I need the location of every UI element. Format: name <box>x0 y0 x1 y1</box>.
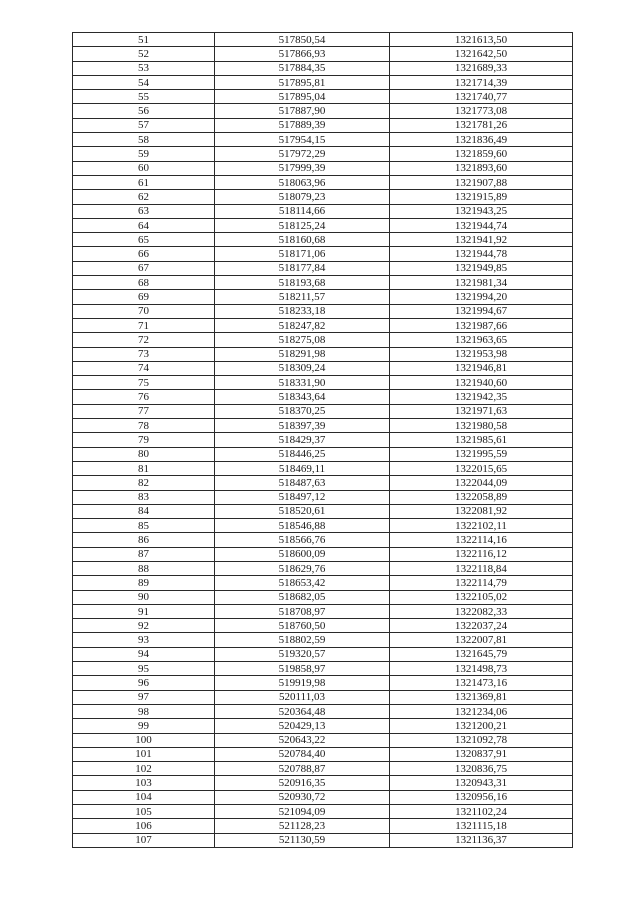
y-coordinate-cell: 1321971,63 <box>390 404 573 418</box>
x-coordinate-cell: 518600,09 <box>215 547 390 561</box>
y-coordinate-cell: 1322037,24 <box>390 619 573 633</box>
x-coordinate-cell: 518802,59 <box>215 633 390 647</box>
point-number-cell: 91 <box>73 604 215 618</box>
y-coordinate-cell: 1322007,81 <box>390 633 573 647</box>
x-coordinate-cell: 518446,25 <box>215 447 390 461</box>
x-coordinate-cell: 519858,97 <box>215 662 390 676</box>
point-number-cell: 98 <box>73 704 215 718</box>
point-number-cell: 75 <box>73 376 215 390</box>
y-coordinate-cell: 1321994,67 <box>390 304 573 318</box>
x-coordinate-cell: 518309,24 <box>215 361 390 375</box>
point-number-cell: 74 <box>73 361 215 375</box>
x-coordinate-cell: 517850,54 <box>215 33 390 47</box>
table-row <box>73 790 573 804</box>
point-number-cell: 51 <box>73 33 215 47</box>
table-row <box>73 261 573 275</box>
y-coordinate-cell: 1322102,11 <box>390 519 573 533</box>
x-coordinate-cell: 518171,06 <box>215 247 390 261</box>
table-row <box>73 776 573 790</box>
point-number-cell: 100 <box>73 733 215 747</box>
x-coordinate-cell: 520916,35 <box>215 776 390 790</box>
y-coordinate-cell: 1321714,39 <box>390 75 573 89</box>
x-coordinate-cell: 518275,08 <box>215 333 390 347</box>
y-coordinate-cell: 1321781,26 <box>390 118 573 132</box>
point-number-cell: 54 <box>73 75 215 89</box>
x-coordinate-cell: 518291,98 <box>215 347 390 361</box>
table-row <box>73 61 573 75</box>
x-coordinate-cell: 520364,48 <box>215 704 390 718</box>
table-row <box>73 247 573 261</box>
y-coordinate-cell: 1321613,50 <box>390 33 573 47</box>
y-coordinate-cell: 1321369,81 <box>390 690 573 704</box>
y-coordinate-cell: 1321987,66 <box>390 318 573 332</box>
y-coordinate-cell: 1321645,79 <box>390 647 573 661</box>
x-coordinate-cell: 517895,81 <box>215 75 390 89</box>
point-number-cell: 64 <box>73 218 215 232</box>
point-number-cell: 105 <box>73 805 215 819</box>
point-number-cell: 60 <box>73 161 215 175</box>
table-row <box>73 547 573 561</box>
x-coordinate-cell: 518160,68 <box>215 233 390 247</box>
table-row <box>73 733 573 747</box>
y-coordinate-cell: 1321893,60 <box>390 161 573 175</box>
table-row <box>73 504 573 518</box>
table-row <box>73 662 573 676</box>
x-coordinate-cell: 518429,37 <box>215 433 390 447</box>
table-row <box>73 604 573 618</box>
x-coordinate-cell: 517884,35 <box>215 61 390 75</box>
table-row <box>73 747 573 761</box>
x-coordinate-cell: 518566,76 <box>215 533 390 547</box>
table-row <box>73 447 573 461</box>
point-number-cell: 69 <box>73 290 215 304</box>
point-number-cell: 66 <box>73 247 215 261</box>
x-coordinate-cell: 518193,68 <box>215 276 390 290</box>
table-row <box>73 833 573 847</box>
y-coordinate-cell: 1320836,75 <box>390 762 573 776</box>
y-coordinate-cell: 1321136,37 <box>390 833 573 847</box>
x-coordinate-cell: 518370,25 <box>215 404 390 418</box>
table-row <box>73 619 573 633</box>
x-coordinate-cell: 518629,76 <box>215 561 390 575</box>
table-row <box>73 676 573 690</box>
x-coordinate-cell: 517895,04 <box>215 90 390 104</box>
y-coordinate-cell: 1321836,49 <box>390 133 573 147</box>
x-coordinate-cell: 517889,39 <box>215 118 390 132</box>
x-coordinate-cell: 518063,96 <box>215 175 390 189</box>
y-coordinate-cell: 1321980,58 <box>390 419 573 433</box>
point-number-cell: 97 <box>73 690 215 704</box>
point-number-cell: 62 <box>73 190 215 204</box>
table-row <box>73 419 573 433</box>
y-coordinate-cell: 1321102,24 <box>390 805 573 819</box>
point-number-cell: 94 <box>73 647 215 661</box>
point-number-cell: 81 <box>73 461 215 475</box>
table-row <box>73 175 573 189</box>
point-number-cell: 70 <box>73 304 215 318</box>
x-coordinate-cell: 518682,05 <box>215 590 390 604</box>
point-number-cell: 102 <box>73 762 215 776</box>
table-row <box>73 75 573 89</box>
point-number-cell: 84 <box>73 504 215 518</box>
table-row <box>73 433 573 447</box>
y-coordinate-cell: 1322044,09 <box>390 476 573 490</box>
x-coordinate-cell: 518331,90 <box>215 376 390 390</box>
table-row <box>73 576 573 590</box>
table-row <box>73 318 573 332</box>
y-coordinate-cell: 1321234,06 <box>390 704 573 718</box>
y-coordinate-cell: 1322082,33 <box>390 604 573 618</box>
y-coordinate-cell: 1320956,16 <box>390 790 573 804</box>
table-row <box>73 805 573 819</box>
point-number-cell: 95 <box>73 662 215 676</box>
y-coordinate-cell: 1321941,92 <box>390 233 573 247</box>
coordinates-table-body <box>73 33 573 848</box>
x-coordinate-cell: 521130,59 <box>215 833 390 847</box>
x-coordinate-cell: 520429,13 <box>215 719 390 733</box>
point-number-cell: 78 <box>73 419 215 433</box>
coordinates-table <box>72 32 573 848</box>
y-coordinate-cell: 1321953,98 <box>390 347 573 361</box>
table-row <box>73 118 573 132</box>
y-coordinate-cell: 1321740,77 <box>390 90 573 104</box>
x-coordinate-cell: 520788,87 <box>215 762 390 776</box>
point-number-cell: 58 <box>73 133 215 147</box>
table-row <box>73 204 573 218</box>
x-coordinate-cell: 521094,09 <box>215 805 390 819</box>
point-number-cell: 103 <box>73 776 215 790</box>
y-coordinate-cell: 1321473,16 <box>390 676 573 690</box>
table-row <box>73 404 573 418</box>
y-coordinate-cell: 1321092,78 <box>390 733 573 747</box>
y-coordinate-cell: 1322015,65 <box>390 461 573 475</box>
table-row <box>73 361 573 375</box>
x-coordinate-cell: 518760,50 <box>215 619 390 633</box>
point-number-cell: 80 <box>73 447 215 461</box>
point-number-cell: 85 <box>73 519 215 533</box>
point-number-cell: 87 <box>73 547 215 561</box>
table-row <box>73 233 573 247</box>
point-number-cell: 77 <box>73 404 215 418</box>
x-coordinate-cell: 520643,22 <box>215 733 390 747</box>
table-row <box>73 704 573 718</box>
y-coordinate-cell: 1321994,20 <box>390 290 573 304</box>
table-row <box>73 333 573 347</box>
table-row <box>73 190 573 204</box>
y-coordinate-cell: 1321915,89 <box>390 190 573 204</box>
point-number-cell: 57 <box>73 118 215 132</box>
point-number-cell: 61 <box>73 175 215 189</box>
y-coordinate-cell: 1321773,08 <box>390 104 573 118</box>
point-number-cell: 72 <box>73 333 215 347</box>
x-coordinate-cell: 518114,66 <box>215 204 390 218</box>
x-coordinate-cell: 520784,40 <box>215 747 390 761</box>
x-coordinate-cell: 517866,93 <box>215 47 390 61</box>
point-number-cell: 104 <box>73 790 215 804</box>
x-coordinate-cell: 518487,63 <box>215 476 390 490</box>
y-coordinate-cell: 1321985,61 <box>390 433 573 447</box>
table-row <box>73 819 573 833</box>
x-coordinate-cell: 519320,57 <box>215 647 390 661</box>
y-coordinate-cell: 1321940,60 <box>390 376 573 390</box>
point-number-cell: 88 <box>73 561 215 575</box>
table-row <box>73 47 573 61</box>
table-row <box>73 461 573 475</box>
y-coordinate-cell: 1321689,33 <box>390 61 573 75</box>
x-coordinate-cell: 518247,82 <box>215 318 390 332</box>
y-coordinate-cell: 1322081,92 <box>390 504 573 518</box>
point-number-cell: 59 <box>73 147 215 161</box>
table-row <box>73 276 573 290</box>
x-coordinate-cell: 518708,97 <box>215 604 390 618</box>
table-row <box>73 476 573 490</box>
table-row <box>73 290 573 304</box>
y-coordinate-cell: 1321907,88 <box>390 175 573 189</box>
y-coordinate-cell: 1321942,35 <box>390 390 573 404</box>
point-number-cell: 76 <box>73 390 215 404</box>
point-number-cell: 90 <box>73 590 215 604</box>
y-coordinate-cell: 1321943,25 <box>390 204 573 218</box>
x-coordinate-cell: 520111,03 <box>215 690 390 704</box>
x-coordinate-cell: 518469,11 <box>215 461 390 475</box>
x-coordinate-cell: 518177,84 <box>215 261 390 275</box>
y-coordinate-cell: 1322114,16 <box>390 533 573 547</box>
table-row <box>73 690 573 704</box>
x-coordinate-cell: 518497,12 <box>215 490 390 504</box>
table-row <box>73 147 573 161</box>
table-row <box>73 218 573 232</box>
x-coordinate-cell: 518397,39 <box>215 419 390 433</box>
table-row <box>73 533 573 547</box>
y-coordinate-cell: 1321498,73 <box>390 662 573 676</box>
point-number-cell: 63 <box>73 204 215 218</box>
x-coordinate-cell: 518211,57 <box>215 290 390 304</box>
y-coordinate-cell: 1322114,79 <box>390 576 573 590</box>
table-row <box>73 719 573 733</box>
y-coordinate-cell: 1322118,84 <box>390 561 573 575</box>
point-number-cell: 82 <box>73 476 215 490</box>
x-coordinate-cell: 521128,23 <box>215 819 390 833</box>
point-number-cell: 89 <box>73 576 215 590</box>
x-coordinate-cell: 517972,29 <box>215 147 390 161</box>
table-row <box>73 762 573 776</box>
table-row <box>73 561 573 575</box>
x-coordinate-cell: 518233,18 <box>215 304 390 318</box>
table-row <box>73 347 573 361</box>
point-number-cell: 67 <box>73 261 215 275</box>
point-number-cell: 99 <box>73 719 215 733</box>
point-number-cell: 96 <box>73 676 215 690</box>
point-number-cell: 53 <box>73 61 215 75</box>
point-number-cell: 107 <box>73 833 215 847</box>
y-coordinate-cell: 1321995,59 <box>390 447 573 461</box>
point-number-cell: 92 <box>73 619 215 633</box>
y-coordinate-cell: 1321981,34 <box>390 276 573 290</box>
point-number-cell: 93 <box>73 633 215 647</box>
y-coordinate-cell: 1322116,12 <box>390 547 573 561</box>
y-coordinate-cell: 1321115,18 <box>390 819 573 833</box>
y-coordinate-cell: 1321642,50 <box>390 47 573 61</box>
table-row <box>73 133 573 147</box>
y-coordinate-cell: 1321963,65 <box>390 333 573 347</box>
x-coordinate-cell: 518520,61 <box>215 504 390 518</box>
x-coordinate-cell: 519919,98 <box>215 676 390 690</box>
x-coordinate-cell: 517954,15 <box>215 133 390 147</box>
x-coordinate-cell: 520930,72 <box>215 790 390 804</box>
point-number-cell: 52 <box>73 47 215 61</box>
point-number-cell: 86 <box>73 533 215 547</box>
table-row <box>73 161 573 175</box>
table-row <box>73 490 573 504</box>
table-row <box>73 519 573 533</box>
x-coordinate-cell: 518125,24 <box>215 218 390 232</box>
table-row <box>73 90 573 104</box>
y-coordinate-cell: 1321200,21 <box>390 719 573 733</box>
point-number-cell: 71 <box>73 318 215 332</box>
y-coordinate-cell: 1321859,60 <box>390 147 573 161</box>
y-coordinate-cell: 1321944,74 <box>390 218 573 232</box>
point-number-cell: 56 <box>73 104 215 118</box>
y-coordinate-cell: 1321944,78 <box>390 247 573 261</box>
point-number-cell: 65 <box>73 233 215 247</box>
point-number-cell: 79 <box>73 433 215 447</box>
point-number-cell: 106 <box>73 819 215 833</box>
x-coordinate-cell: 518079,23 <box>215 190 390 204</box>
table-row <box>73 390 573 404</box>
point-number-cell: 101 <box>73 747 215 761</box>
table-row <box>73 104 573 118</box>
x-coordinate-cell: 517887,90 <box>215 104 390 118</box>
point-number-cell: 55 <box>73 90 215 104</box>
x-coordinate-cell: 518653,42 <box>215 576 390 590</box>
x-coordinate-cell: 517999,39 <box>215 161 390 175</box>
y-coordinate-cell: 1321946,81 <box>390 361 573 375</box>
table-row <box>73 590 573 604</box>
x-coordinate-cell: 518546,88 <box>215 519 390 533</box>
table-row <box>73 633 573 647</box>
table-row <box>73 33 573 47</box>
x-coordinate-cell: 518343,64 <box>215 390 390 404</box>
y-coordinate-cell: 1320837,91 <box>390 747 573 761</box>
point-number-cell: 83 <box>73 490 215 504</box>
table-row <box>73 376 573 390</box>
table-row <box>73 647 573 661</box>
y-coordinate-cell: 1321949,85 <box>390 261 573 275</box>
y-coordinate-cell: 1320943,31 <box>390 776 573 790</box>
point-number-cell: 73 <box>73 347 215 361</box>
table-row <box>73 304 573 318</box>
y-coordinate-cell: 1322058,89 <box>390 490 573 504</box>
y-coordinate-cell: 1322105,02 <box>390 590 573 604</box>
point-number-cell: 68 <box>73 276 215 290</box>
